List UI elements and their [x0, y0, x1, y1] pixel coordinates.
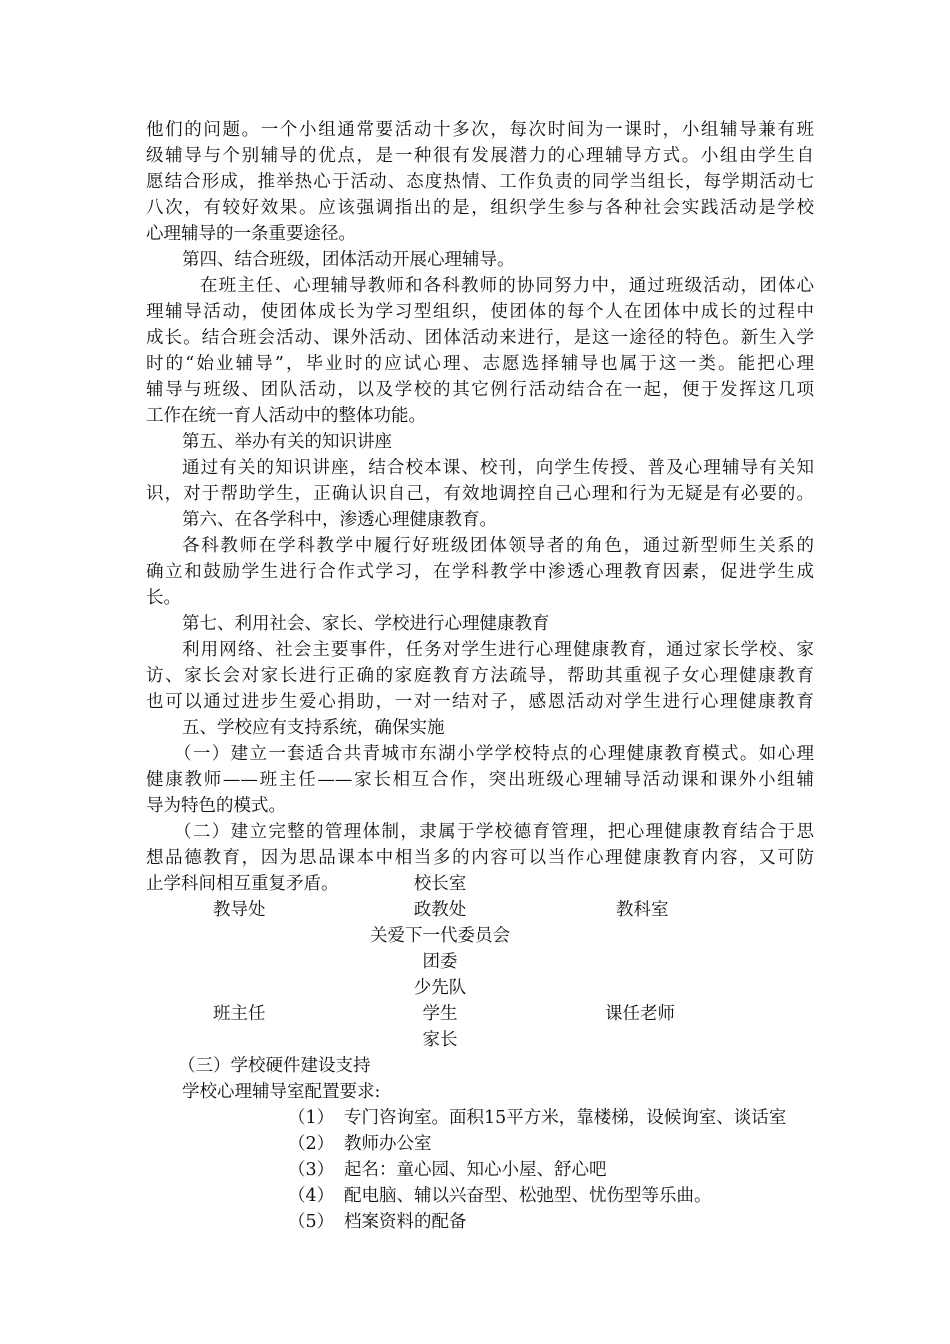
- requirement-3-text: 起名：童心园、知心小屋、舒心吧: [344, 1160, 607, 1180]
- requirements-title: 学校心理辅导室配置要求:: [182, 1082, 381, 1102]
- paragraph6-line-3: 长。: [146, 588, 181, 608]
- paragraph6-line-1: 各科教师在学科教学中履行好班级团体领导者的角色，通过新型师生关系的: [182, 536, 814, 556]
- sub2-line-3: 止学科间相互重复矛盾。: [146, 874, 339, 894]
- heading-5: 第五、举办有关的知识讲座: [182, 432, 392, 452]
- paragraph1-line-3: 愿结合形成，推举热心于活动、态度热情、工作负责的同学当组长，每学期活动七: [146, 172, 814, 192]
- org-pioneers: 少先队: [413, 978, 467, 998]
- org-students: 学生: [422, 1004, 458, 1024]
- sub3-heading: （三）学校硬件建设支持: [178, 1056, 371, 1076]
- requirement-2-num: （2）: [288, 1134, 335, 1154]
- paragraph5-line-2: 识，对于帮助学生，正确认识自己，有效地调控自己心理和行为无疑是有必要的。: [146, 484, 814, 504]
- requirement-4-text: 配电脑、辅以兴奋型、松弛型、忧伤型等乐曲。: [344, 1186, 712, 1206]
- org-subject-teacher: 课任老师: [605, 1004, 675, 1024]
- paragraph7-line-1: 利用网络、社会主要事件，任务对学生进行心理健康教育，通过家长学校、家: [182, 640, 814, 660]
- paragraph1-line-1: 他们的问题。一个小组通常要活动十多次，每次时间为一课时，小组辅导兼有班: [146, 120, 814, 140]
- requirement-1-num: （1）: [288, 1108, 335, 1128]
- org-political: 政教处: [413, 900, 467, 920]
- sub1-line-1: （一）建立一套适合共青城市东湖小学学校特点的心理健康教育模式。如心理: [174, 744, 814, 764]
- sub2-line-2: 想品德教育，因为思品课本中相当多的内容可以当作心理健康教育内容，又可防: [146, 848, 814, 868]
- requirement-3-num: （3）: [288, 1160, 335, 1180]
- paragraph1-line-2: 级辅导与个别辅导的优点，是一种很有发展潜力的心理辅导方式。小组由学生自: [146, 146, 814, 166]
- paragraph4-line-1: 在班主任、心理辅导教师和各科教师的协同努力中，通过班级活动，团体心: [200, 276, 814, 296]
- paragraph6-line-2: 确立和鼓励学生进行合作式学习，在学科教学中渗透心理教育因素，促进学生成: [146, 562, 814, 582]
- org-academic: 教导处: [213, 900, 266, 920]
- paragraph5-line-1: 通过有关的知识讲座，结合校本课、校刊，向学生传授、普及心理辅导有关知: [182, 458, 814, 478]
- org-parents: 家长: [422, 1030, 458, 1050]
- paragraph1-line-5: 心理辅导的一条重要途径。: [146, 224, 356, 244]
- requirement-2-text: 教师办公室: [344, 1134, 432, 1154]
- paragraph4-line-3: 成长。结合班会活动、课外活动、团体活动来进行，是这一途径的特色。新生入学: [146, 328, 814, 348]
- paragraph7-line-2: 访、家长会对家长进行正确的家庭教育方法疏导，帮助其重视子女心理健康教育: [146, 666, 814, 686]
- paragraph4-line-5: 辅导与班级、团队活动，以及学校的其它例行活动结合在一起，便于发挥这几项: [146, 380, 814, 400]
- heading-4: 第四、结合班级，团体活动开展心理辅导。: [182, 250, 515, 270]
- requirement-1-text: 专门咨询室。面积15平方米，靠楼梯，设候询室、谈话室: [344, 1108, 787, 1128]
- org-research: 教科室: [616, 900, 669, 920]
- heading-6: 第六、在各学科中，渗透心理健康教育。: [182, 510, 497, 530]
- org-league: 团委: [422, 952, 458, 972]
- paragraph1-line-4: 八次，有较好效果。应该强调指出的是，组织学生参与各种社会实践活动是学校: [146, 198, 814, 218]
- sub2-line-1: （二）建立完整的管理体制，隶属于学校德育管理，把心理健康教育结合于思: [174, 822, 814, 842]
- paragraph4-line-4: 时的“始业辅导”，毕业时的应试心理、志愿选择辅导也属于这一类。能把心理: [146, 354, 814, 374]
- requirement-4-num: （4）: [288, 1186, 335, 1206]
- section-5-heading: 五、学校应有支持系统，确保实施: [182, 718, 445, 738]
- org-committee: 关爱下一代委员会: [370, 926, 510, 946]
- sub1-line-3: 导为特色的模式。: [146, 796, 286, 816]
- requirement-5-text: 档案资料的配备: [344, 1212, 467, 1232]
- paragraph4-line-6: 工作在统一育人活动中的整体功能。: [146, 406, 426, 426]
- org-principal: 校长室: [413, 874, 467, 894]
- paragraph4-line-2: 理辅导活动，使团体成长为学习型组织，使团体的每个人在团体中成长的过程中: [146, 302, 814, 322]
- requirement-5-num: （5）: [288, 1212, 335, 1232]
- sub1-line-2: 健康教师——班主任——家长相互合作，突出班级心理辅导活动课和课外小组辅: [146, 770, 814, 790]
- heading-7: 第七、利用社会、家长、学校进行心理健康教育: [182, 614, 550, 634]
- org-class-teacher: 班主任: [213, 1004, 266, 1024]
- paragraph7-line-3: 也可以通过进步生爱心捐助，一对一结对子，感恩活动对学生进行心理健康教育: [146, 692, 814, 712]
